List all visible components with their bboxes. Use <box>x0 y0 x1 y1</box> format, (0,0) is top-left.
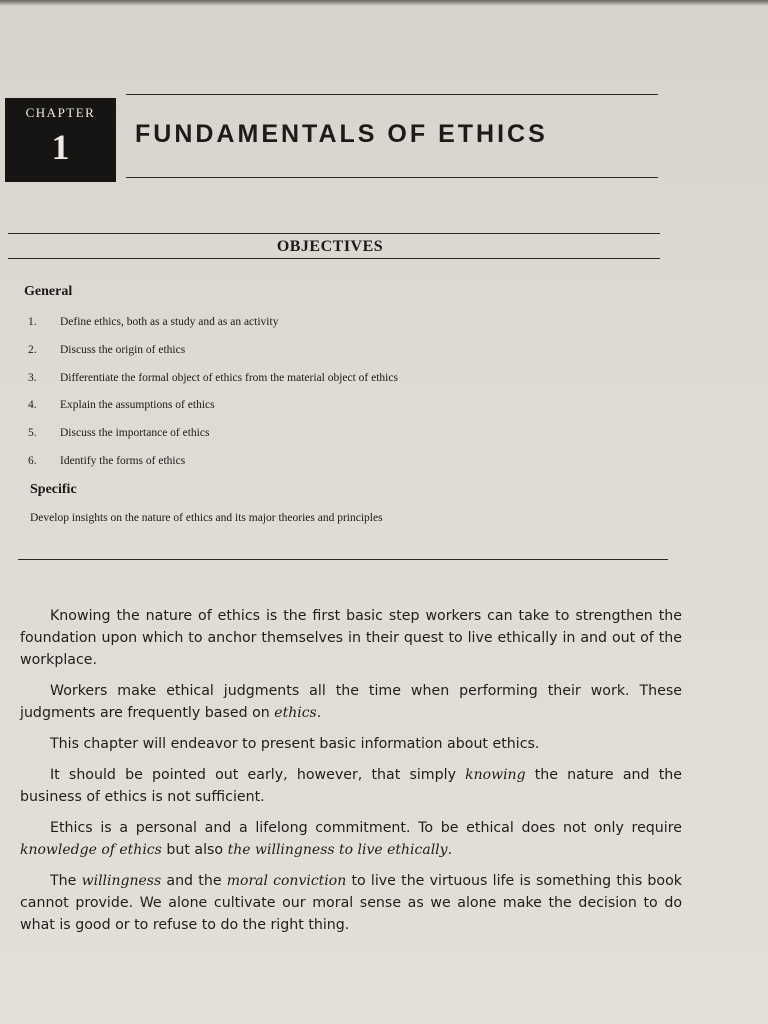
paragraph <box>20 764 682 808</box>
specific-heading: Specific <box>30 482 77 497</box>
objectives-heading: OBJECTIVES <box>276 238 384 255</box>
emphasis-text: moral conviction <box>226 873 347 889</box>
objectives-rule-bottom <box>8 258 660 259</box>
objective-item <box>28 316 278 328</box>
emphasis-text: the willingness to live ethically <box>227 842 448 858</box>
paragraph <box>20 817 682 861</box>
objective-text: Explain the assumptions of ethics <box>60 399 215 411</box>
paragraph <box>20 605 682 671</box>
emphasis-text: knowing <box>465 767 526 783</box>
objectives-rule-top <box>8 233 660 234</box>
objective-number: 5. <box>28 427 37 439</box>
chapter-label: CHAPTER <box>25 105 96 120</box>
paragraph-text: to live the virtuous life is something this book cannot provide. We alone cultivate our moral sense as we alone make the decision to do what is good or to refuse to do the right thing. <box>20 873 683 933</box>
paragraph-text: Workers make ethical judgments all the time when performing their work. These judgments are frequently based on <box>20 683 682 721</box>
objective-text: Identify the forms of ethics <box>60 455 186 467</box>
objectives-end-rule <box>18 559 668 560</box>
paragraph-text: This chapter will endeavor to present basic information about ethics. <box>50 736 540 752</box>
paragraph <box>20 680 682 724</box>
objective-number: 3. <box>28 372 37 384</box>
emphasis-text: ethics <box>274 705 317 721</box>
specific-objective-text: Develop insights on the nature of ethics and its major theories and principles <box>30 512 383 524</box>
paragraph-text: . <box>316 705 322 721</box>
paragraph <box>20 870 682 936</box>
title-rule-top <box>126 94 658 95</box>
chapter-number: 1 <box>51 127 70 167</box>
paragraph-text: but also <box>161 842 228 858</box>
paragraph-text: the nature and the business of ethics is not sufficient. <box>20 767 683 805</box>
objective-number: 4. <box>28 399 37 411</box>
page-top-shadow <box>0 0 768 6</box>
objective-item <box>28 399 215 411</box>
paragraph-text: Ethics is a personal and a lifelong commitment. To be ethical does not only require <box>50 820 682 836</box>
paragraph-text: The <box>50 873 82 889</box>
objective-number: 2. <box>28 344 37 356</box>
objective-text: Discuss the origin of ethics <box>60 344 186 356</box>
paragraph <box>20 733 682 755</box>
paragraph-text: . <box>447 842 453 858</box>
paragraph-text: and the <box>161 873 227 889</box>
paragraph-text: Knowing the nature of ethics is the first basic step workers can take to strengthen the foundation upon which to anchor themselves in their quest to live ethically in and out of the workplace. <box>20 608 682 668</box>
chapter-title: FUNDAMENTALS OF ETHICS <box>135 120 548 148</box>
objective-item <box>28 344 185 356</box>
chapter-badge <box>5 98 116 182</box>
objective-text: Define ethics, both as a study and as an activity <box>60 316 279 328</box>
emphasis-text: knowledge of ethics <box>20 842 162 858</box>
body-text <box>20 605 682 945</box>
title-rule-bottom <box>126 177 658 178</box>
objective-number: 6. <box>28 455 37 467</box>
objective-item <box>28 455 185 467</box>
objective-item <box>28 427 209 439</box>
paragraph-text: It should be pointed out early, however, that simply <box>50 767 466 783</box>
objective-text: Differentiate the formal object of ethics from the material object of ethics <box>60 372 398 384</box>
objective-item <box>28 372 398 384</box>
objective-text: Discuss the importance of ethics <box>60 427 210 439</box>
objective-number: 1. <box>28 316 37 328</box>
emphasis-text: willingness <box>81 873 162 889</box>
general-heading: General <box>24 284 73 299</box>
